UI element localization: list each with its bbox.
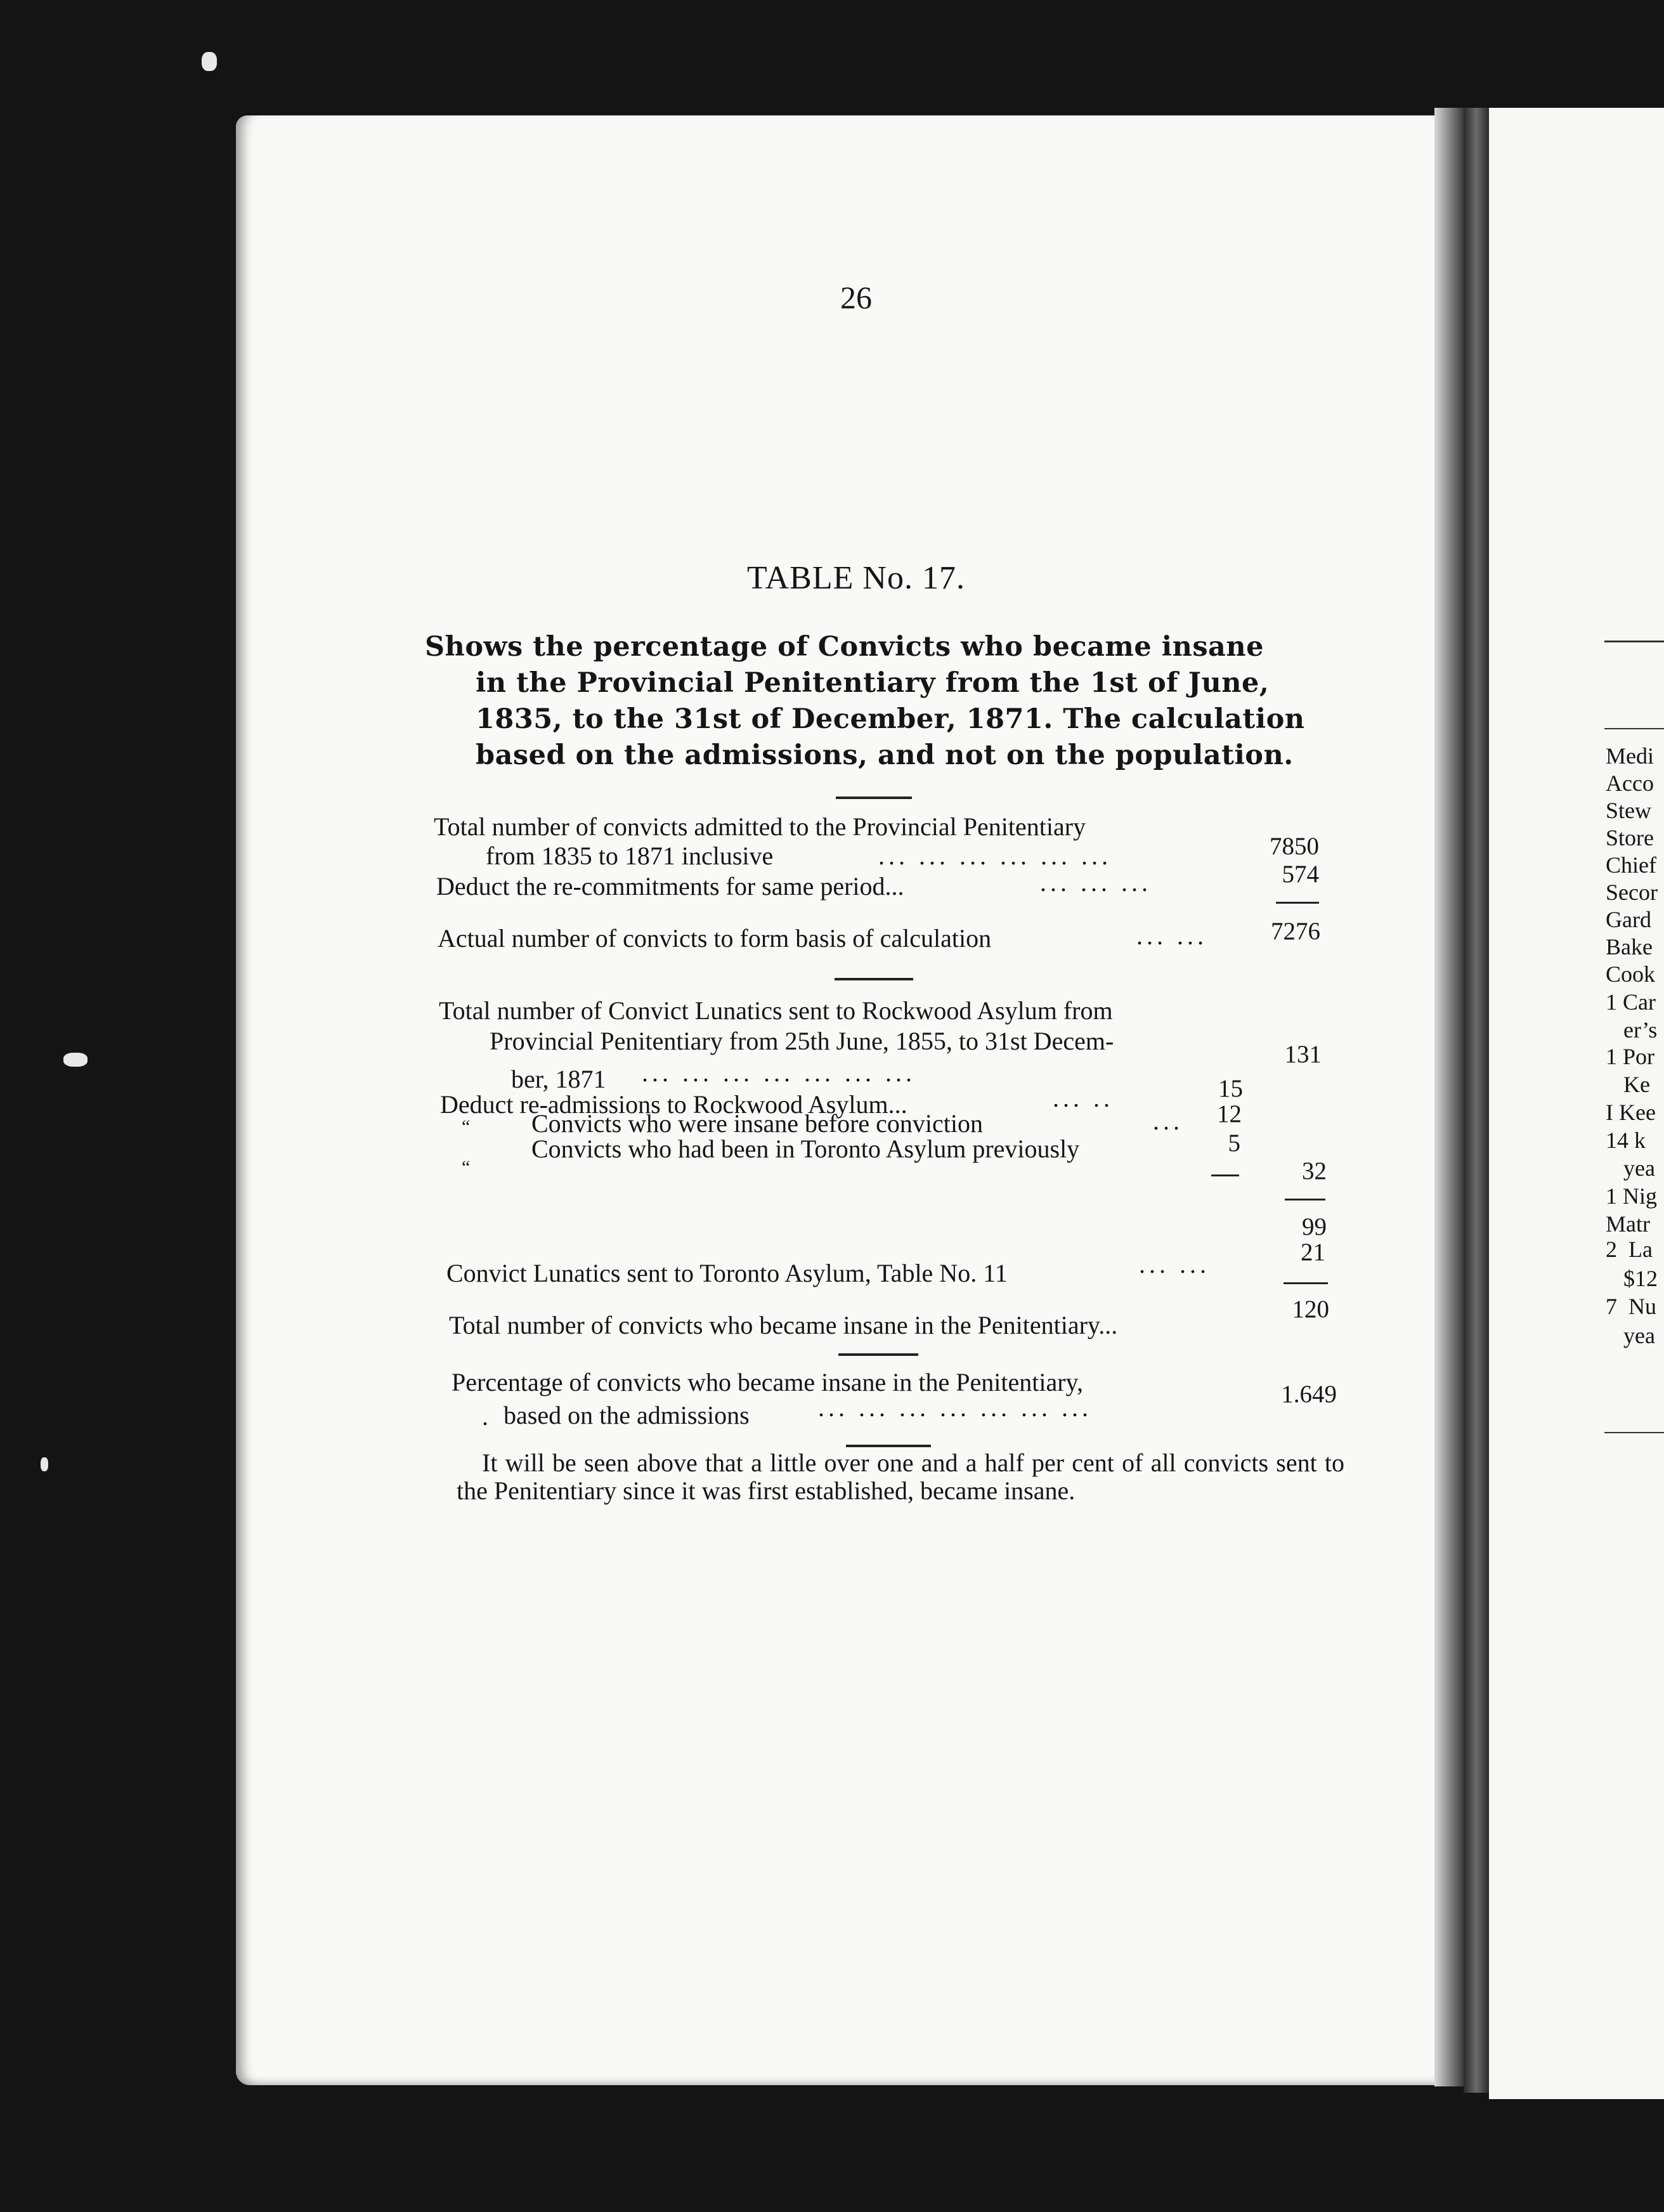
row-label: Convicts who were insane before conviction: [531, 1109, 984, 1138]
row-label: Total number of convicts who became insane in the Penitentiary...: [449, 1311, 1118, 1339]
leader-dots: ... ...: [1136, 921, 1207, 950]
divider-rule: [846, 1445, 931, 1447]
row-label: Actual number of convicts to form basis of calculation: [438, 924, 992, 953]
divider-rule: [838, 1353, 918, 1356]
ditto-mark: “: [462, 1116, 471, 1137]
divider-rule: [835, 978, 913, 980]
remainder-value: 99: [1302, 1213, 1327, 1240]
right-page-fragment: er’s: [1623, 1017, 1658, 1043]
row-value: 574: [1282, 861, 1319, 888]
right-page-fragment: Bake: [1606, 934, 1653, 960]
leader-dots: ... ... ... ... ... ... ...: [642, 1058, 916, 1087]
page-edge: [1434, 108, 1464, 2086]
right-page-fragment: Gard: [1606, 907, 1651, 932]
right-page-fragment: I Kee: [1606, 1100, 1656, 1125]
row-label: Total number of Convict Lunatics sent to Rockwood Asylum from: [439, 996, 1113, 1025]
row-mark: .: [482, 1402, 488, 1431]
row-value: 120: [1292, 1296, 1329, 1323]
row-value: 7850: [1270, 833, 1319, 860]
row-value: 7276: [1271, 918, 1320, 945]
caption-line: 1835, to the 31st of December, 1871. The calculation: [476, 703, 1305, 735]
table-title: TABLE No. 17.: [747, 560, 965, 596]
table-caption: [425, 629, 1325, 774]
leader-dots: ... ... ...: [1040, 868, 1152, 897]
subtotal-value: 32: [1302, 1157, 1327, 1185]
right-page-fragment: 2 La: [1606, 1237, 1653, 1262]
leader-dots: ... ...: [1139, 1250, 1210, 1278]
row-label: Provincial Penitentiary from 25th June, 1855, to 31st Decem-: [490, 1027, 1114, 1055]
row-value: 15: [1218, 1075, 1243, 1102]
right-page-fragment: Matr: [1606, 1211, 1650, 1237]
right-page-fragment: Stew: [1606, 798, 1651, 823]
row-label: based on the admissions: [504, 1401, 750, 1429]
caption-line: based on the admissions, and not on the population.: [476, 739, 1294, 771]
leader-dots: ... ... ... ... ... ... ...: [818, 1393, 1092, 1422]
right-page-fragment: Secor: [1606, 880, 1658, 905]
row-value: 131: [1284, 1041, 1322, 1068]
film-speck: [41, 1457, 48, 1471]
right-page-rule: [1604, 1432, 1664, 1433]
caption-line: in the Provincial Penitentiary from the 1st of June,: [476, 667, 1270, 699]
right-page-fragment: yea: [1623, 1155, 1655, 1181]
row-label: ber, 1871: [511, 1065, 606, 1093]
right-page-fragment: 1 Car: [1606, 989, 1656, 1015]
right-page-fragment: 1 Nig: [1606, 1183, 1657, 1209]
closing-paragraph: It will be seen above that a little over one and a half per cent of all convicts sent to the Penitentiary since it was first established, became insane.: [457, 1448, 1344, 1505]
book-gutter: [1464, 108, 1489, 2093]
page-number: 26: [840, 280, 872, 315]
row-value: 1.649: [1281, 1381, 1337, 1408]
row-value: 12: [1217, 1100, 1242, 1128]
row-label: Convict Lunatics sent to Toronto Asylum, Table No. 11: [446, 1259, 1008, 1287]
right-page-rule: [1604, 641, 1664, 642]
sum-rule: [1284, 1282, 1328, 1284]
right-page-rule: [1604, 728, 1664, 729]
right-page-fragment: 7 Nu: [1606, 1294, 1656, 1319]
right-page-fragment: $12: [1623, 1266, 1658, 1291]
right-page-fragment: Chief: [1606, 852, 1656, 878]
row-label: Percentage of convicts who became insane in the Penitentiary,: [452, 1368, 1083, 1396]
sum-rule: [1276, 902, 1319, 904]
sum-rule: [1285, 1199, 1325, 1200]
right-page-fragment: 14 k: [1606, 1128, 1646, 1153]
ditto-mark: “: [462, 1157, 471, 1178]
right-page-fragment: yea: [1623, 1323, 1655, 1348]
right-page-fragment: Medi: [1606, 743, 1654, 769]
right-page-fragment: Ke: [1623, 1072, 1650, 1097]
row-value: 5: [1228, 1129, 1240, 1157]
film-speck: [63, 1053, 88, 1067]
right-page-fragment: Cook: [1606, 961, 1656, 987]
film-speck: [202, 52, 217, 71]
caption-line: Shows the percentage of Convicts who became insane: [425, 631, 1264, 663]
row-label: Deduct the re-commitments for same period...: [436, 872, 904, 901]
sum-rule: [1211, 1174, 1239, 1176]
leader-dots: ... ..: [1053, 1084, 1114, 1112]
row-label: Total number of convicts admitted to the Provincial Penitentiary: [434, 812, 1086, 841]
leader-dots: ... ... ... ... ... ...: [878, 842, 1112, 870]
row-label: Convicts who had been in Toronto Asylum previously: [531, 1135, 1080, 1163]
row-label: from 1835 to 1871 inclusive: [486, 842, 774, 870]
row-label: Deduct re-admissions to Rockwood Asylum...: [440, 1090, 907, 1119]
right-page-fragment: Acco: [1606, 771, 1654, 796]
leader-dots: ...: [1153, 1107, 1183, 1135]
divider-rule: [836, 797, 912, 799]
right-page-fragment: 1 Por: [1606, 1044, 1655, 1069]
right-page-fragment: Store: [1606, 825, 1654, 850]
row-value: 21: [1301, 1239, 1325, 1266]
